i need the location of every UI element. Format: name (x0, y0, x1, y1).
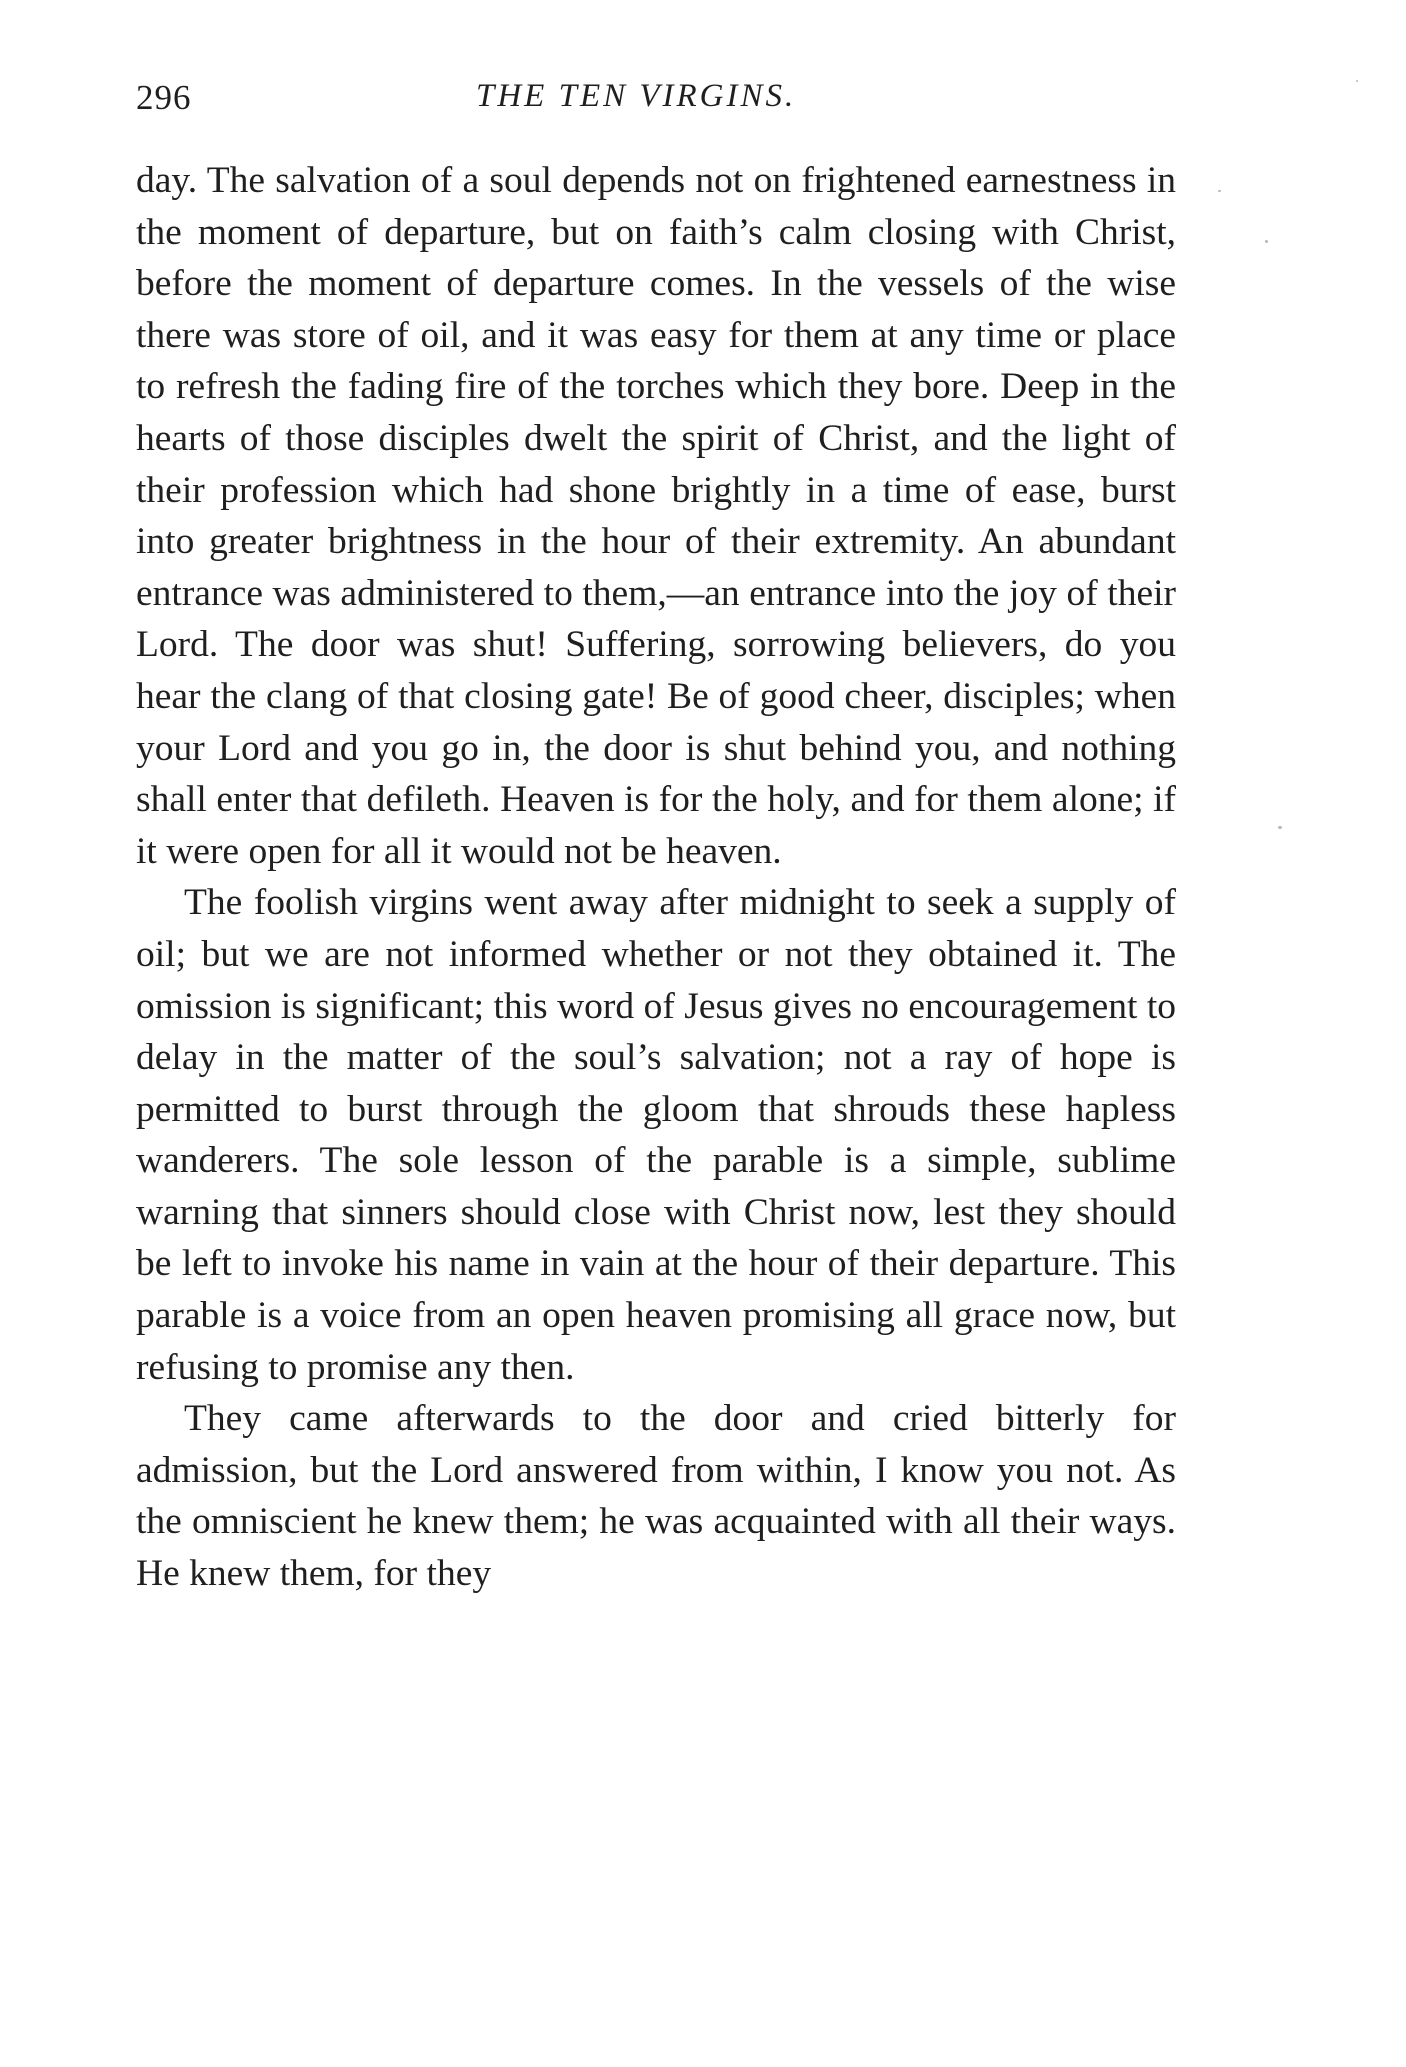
page-number: 296 (136, 78, 192, 117)
scan-speck (1218, 190, 1221, 192)
scan-speck (1265, 240, 1268, 243)
paragraph-continued: day. The salvation of a soul depends not on frightened earnestness in the moment of departure, but on faith’s calm closing with Christ, before the moment of departure comes. In the vessels of the wise there was store of oil, and it was easy for them at any time or place to refresh the fading fire of the torches which they bore. Deep in the hearts of those disciples dwelt the spirit of Christ, and the light of their profession which had shone brightly in a time of ease, burst into greater brightness in the hour of their extremity. An abundant entrance was administered to them,—an entrance into the joy of their Lord. The door was shut! Suffering, sorrowing believers, do you hear the clang of that closing gate! Be of good cheer, disciples; when your Lord and you go in, the door is shut behind you, and nothing shall enter that defileth. Heaven is for the holy, and for them alone; if it were open for all it would not be heaven. (136, 160, 1176, 872)
paragraph: The foolish virgins went away after midnight to seek a supply of oil; but we are not informed whether or not they obtained it. The omission is significant; this word of Jesus gives no encouragement to delay in the matter of the soul’s salvation; not a ray of hope is permitted to burst through the gloom that shrouds these hapless wanderers. The sole lesson of the parable is a simple, sublime warning that sinners should close with Christ now, lest they should be left to invoke his name in vain at the hour of their departure. This parable is a voice from an open heaven promising all grace now, but refusing to promise any then. (136, 882, 1176, 1388)
running-title: THE TEN VIRGINS. (476, 78, 797, 114)
scan-speck (1278, 826, 1282, 829)
scan-speck (1356, 80, 1358, 82)
body-text (136, 155, 1176, 1600)
paragraph: They came afterwards to the door and cried bitterly for admission, but the Lord answered from within, I know you not. As the omniscient he knew them; he was acquainted with all their ways. He knew them, for they (136, 1398, 1176, 1595)
page-header (136, 74, 1176, 134)
